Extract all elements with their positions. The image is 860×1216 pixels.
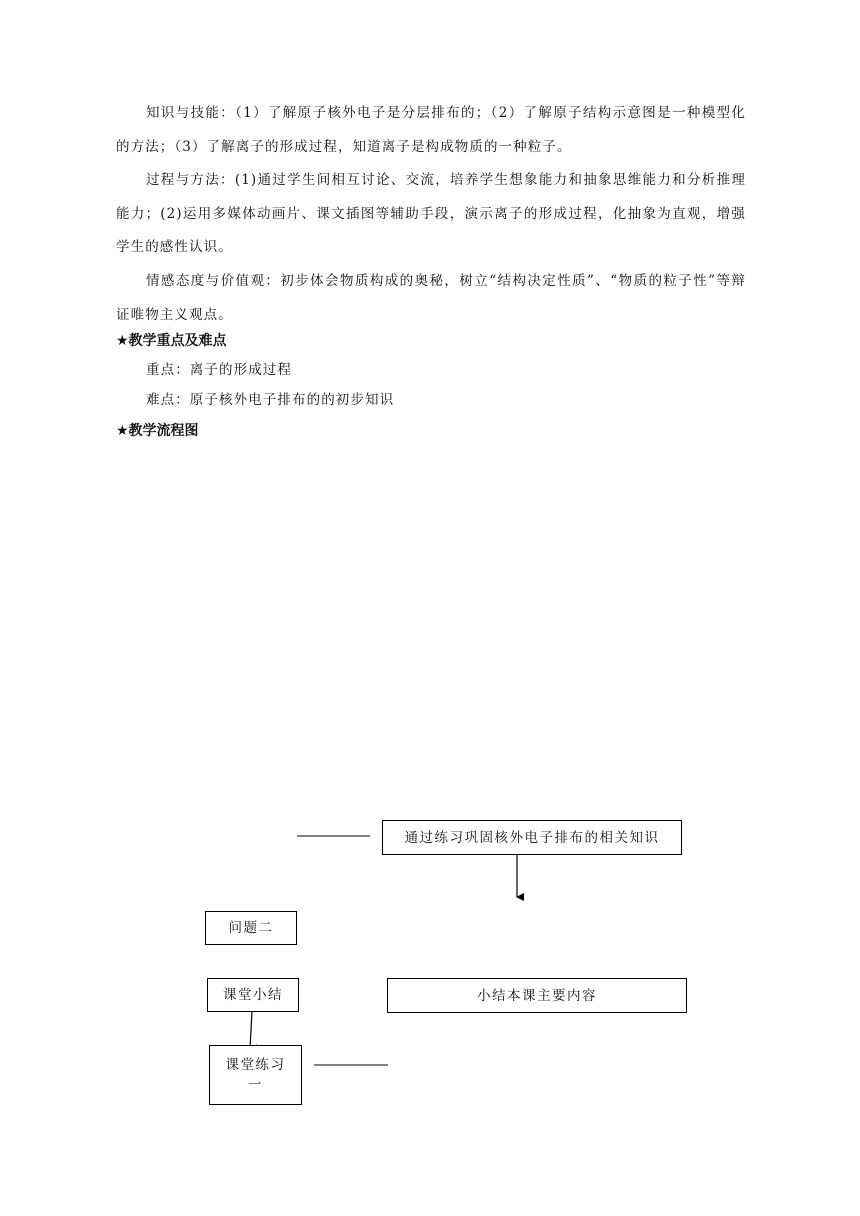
class-practice-one-box bbox=[209, 1045, 302, 1105]
key-difficult-points-heading: ★教学重点及难点 bbox=[116, 333, 227, 349]
summary-content-box bbox=[387, 978, 687, 1013]
teaching-flowchart-heading: ★教学流程图 bbox=[116, 423, 199, 439]
question-two-box bbox=[205, 911, 297, 945]
difficult-point: 难点：原子核外电子排布的的初步知识 bbox=[146, 392, 395, 408]
class-practice-number: 一 bbox=[248, 1077, 263, 1093]
arrow-summary-to-practice bbox=[250, 1012, 252, 1048]
class-summary-label: 课堂小结 bbox=[223, 987, 283, 1003]
focus-point: 重点：离子的形成过程 bbox=[146, 362, 292, 378]
knowledge-skills-paragraph: 知识与技能：（1）了解原子核外电子是分层排布的；（2）了解原子结构示意图是一种模型化的方法；（3）了解离子的形成过程，知道离子是构成物质的一种粒子。 bbox=[116, 105, 746, 155]
question-two-label: 问题二 bbox=[228, 920, 274, 936]
class-practice-label: 课堂练习 bbox=[225, 1057, 286, 1073]
process-methods-paragraph: 过程与方法：(1)通过学生间相互讨论、交流，培养学生想象能力和抽象思维能力和分析推理能力；(2)运用多媒体动画片、课文插图等辅助手段，演示离子的形成过程，化抽象为直观，增强学生的感性认识。 bbox=[116, 172, 746, 255]
class-summary-box bbox=[207, 978, 299, 1012]
consolidate-knowledge-box bbox=[382, 820, 682, 855]
consolidate-knowledge-label: 通过练习巩固核外电子排布的相关知识 bbox=[404, 829, 660, 846]
summary-content-label: 小结本课主要内容 bbox=[477, 987, 597, 1004]
emotion-values-paragraph: 情感态度与价值观：初步体会物质构成的奥秘，树立“结构决定性质”、“物质的粒子性”等辩证唯物主义观点。 bbox=[116, 273, 746, 323]
